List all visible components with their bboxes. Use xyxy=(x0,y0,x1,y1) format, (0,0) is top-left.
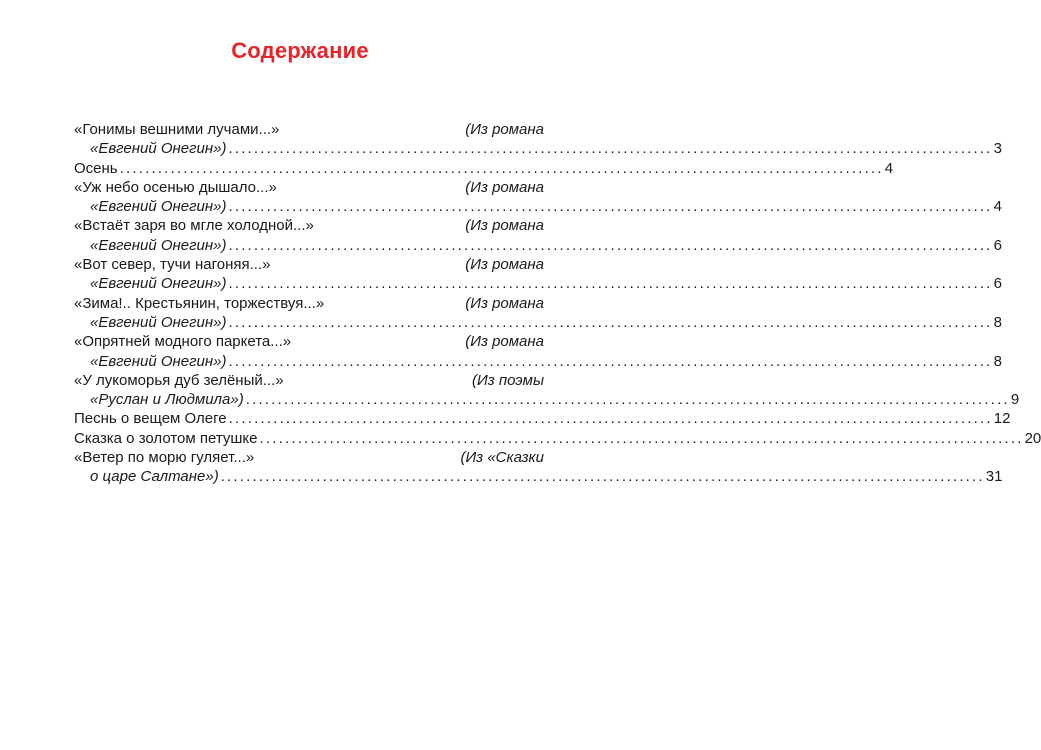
dot-leader: ........................................................................................................................ xyxy=(228,198,993,216)
dot-leader: ........................................................................................................................ xyxy=(220,468,985,486)
toc-entry-title: Сказка о золотом петушке xyxy=(74,429,258,447)
toc-entry-title: «Опрятней модного паркета...» xyxy=(74,333,292,351)
dot-leader: ........................................................................................................................ xyxy=(119,159,884,177)
toc-entry-source: (Из романа xyxy=(465,217,544,235)
toc-page-number: 6 xyxy=(993,275,1002,293)
dot-leader: ........................................................................................................................ xyxy=(228,140,993,158)
toc-entry-line xyxy=(74,467,1003,486)
toc-page-number: 20 xyxy=(1024,429,1041,447)
table-of-contents xyxy=(74,120,1041,487)
toc-page-number: 9 xyxy=(1010,391,1020,409)
toc-page-number: 4 xyxy=(884,159,894,177)
toc-entry-source: (Из «Сказки xyxy=(460,449,544,467)
toc-entry-line xyxy=(74,332,544,351)
toc-entry-source: (Из романа xyxy=(465,333,544,351)
dot-leader: ........................................................................................................................ xyxy=(245,391,1010,409)
toc-entry-line xyxy=(74,352,1002,371)
toc-entry-source: (Из романа xyxy=(465,256,544,274)
toc-entry-title: «Гонимы вешними лучами...» xyxy=(74,121,280,138)
toc-entry-title: «Зима!.. Крестьянин, торжествуя...» xyxy=(74,294,325,312)
toc-entry-line xyxy=(74,255,544,274)
toc-entry-source: «Евгений Онегин») xyxy=(90,198,227,216)
toc-page-number: 6 xyxy=(993,236,1002,254)
toc-page-number: 4 xyxy=(993,198,1002,216)
toc-entry-title: «Уж небо осенью дышало...» xyxy=(74,178,277,196)
toc-entry-line xyxy=(74,371,544,390)
dot-leader: ........................................................................................................................ xyxy=(259,429,1024,447)
toc-entry-line xyxy=(74,448,544,467)
toc-entry-source: «Евгений Онегин») xyxy=(90,352,227,370)
toc-entry-source: (Из поэмы xyxy=(472,371,544,389)
toc-entry-source: «Евгений Онегин») xyxy=(90,313,227,331)
toc-page-number: 12 xyxy=(993,410,1011,428)
toc-entry-source: (Из романа xyxy=(465,294,544,312)
toc-entry-line xyxy=(74,390,1020,409)
toc-entry-line xyxy=(74,429,1041,448)
page-title: Содержание xyxy=(231,38,369,63)
toc-page-number: 3 xyxy=(993,140,1002,158)
dot-leader: ........................................................................................................................ xyxy=(228,352,993,370)
toc-entry-title: «Ветер по морю гуляет...» xyxy=(74,449,255,467)
toc-entry-title: Песнь о вещем Олеге xyxy=(74,410,227,428)
toc-page-number: 31 xyxy=(985,468,1003,486)
toc-page-number: 8 xyxy=(993,313,1002,331)
toc-entry-line xyxy=(74,120,544,139)
dot-leader: ........................................................................................................................ xyxy=(228,236,993,254)
toc-entry-line xyxy=(74,409,1011,428)
toc-entry-title: «Встаёт заря во мгле холодной...» xyxy=(74,217,314,235)
dot-leader: ........................................................................................................................ xyxy=(228,313,993,331)
toc-entry-source: (Из романа xyxy=(465,178,544,196)
toc-entry-line xyxy=(74,197,1002,216)
toc-entry-title: «У лукоморья дуб зелёный...» xyxy=(74,371,284,389)
toc-entry-line xyxy=(74,216,544,235)
dot-leader: ........................................................................................................................ xyxy=(228,410,993,428)
toc-entry-title: «Вот север, тучи нагоняя...» xyxy=(74,256,271,274)
toc-entry-line xyxy=(74,159,894,178)
toc-entry-source: «Евгений Онегин») xyxy=(90,236,227,254)
toc-entry-source: «Руслан и Людмила») xyxy=(90,391,244,409)
toc-entry-line xyxy=(74,274,1002,293)
toc-entry-source: (Из романа xyxy=(465,121,544,138)
toc-entry-line xyxy=(74,236,1002,255)
toc-entry-source: «Евгений Онегин») xyxy=(90,275,227,293)
dot-leader: ........................................................................................................................ xyxy=(228,275,993,293)
toc-page-number: 8 xyxy=(993,352,1002,370)
toc-entry-source: о царе Салтане») xyxy=(90,468,219,486)
toc-entry-title: Осень xyxy=(74,159,118,177)
toc-entry-line xyxy=(74,178,544,197)
toc-entry-line xyxy=(74,139,1002,158)
toc-entry-source: «Евгений Онегин») xyxy=(90,140,227,158)
toc-entry-line xyxy=(74,294,544,313)
toc-entry-line xyxy=(74,313,1002,332)
